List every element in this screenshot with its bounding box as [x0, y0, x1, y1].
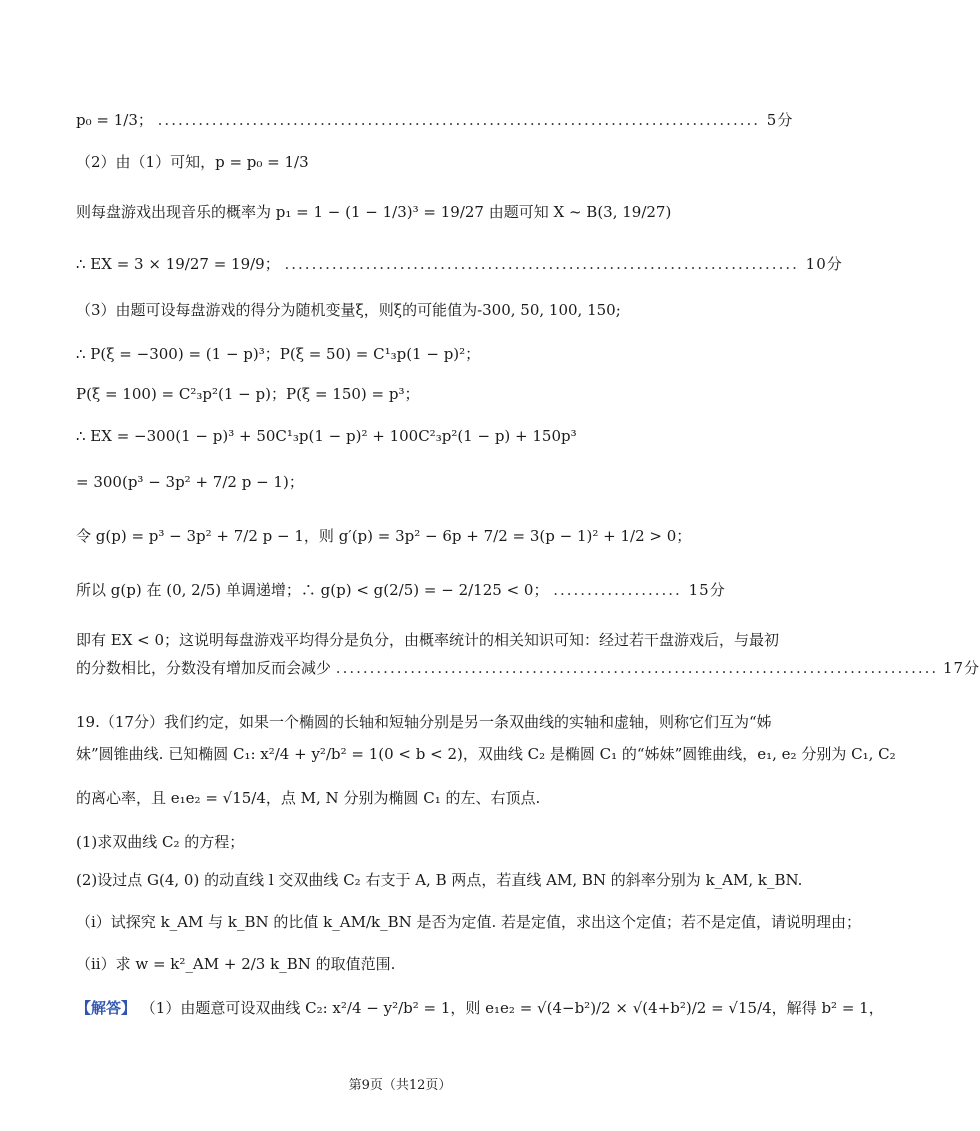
leader-dots: ......................................................................................... — [157, 111, 767, 129]
line-prob-dist-2: P(ξ = 100) = C²₃p²(1 − p)；P(ξ = 150) = p³； — [76, 385, 420, 403]
line-monotonic — [76, 578, 740, 602]
score-label: 17分 — [942, 659, 980, 677]
line-part3: （3）由题可设每盘游戏的得分为随机变量ξ，则ξ的可能值为-300, 50, 100, 150; — [76, 301, 621, 319]
question-19-part-i: （i）试探究 k_AM 与 k_BN 的比值 k_AM/k_BN 是否为定值. 若是定值，求出这个定值；若不是定值，请说明理由； — [76, 913, 862, 931]
answer-tag: 【解答】 — [76, 999, 137, 1017]
page-footer: 第9页（共12页） — [348, 1078, 452, 1093]
leader-dots: ......................................................................................... — [335, 659, 939, 677]
question-19-part-ii: （ii）求 w = k²_AM + 2/3 k_BN 的取值范围. — [76, 955, 396, 973]
question-19-line-3: 的离心率，且 e₁e₂ = √15/4，点 M, N 分别为椭圆 C₁ 的左、右顶点. — [76, 789, 541, 807]
formula-p0: p₀ = 1/3； — [76, 111, 153, 129]
answer-line — [76, 996, 884, 1020]
question-19-line-2: 妹”圆锥曲线. 已知椭圆 C₁: x²/4 + y²/b² = 1(0 < b < 2)，双曲线 C₂ 是椭圆 C₁ 的“姊妹”圆锥曲线，e₁, e₂ 分别为 C₁, C₂ — [76, 745, 896, 763]
line-g-derivative: 令 g(p) = p³ − 3p² + 7/2 p − 1，则 g′(p) = 3p² − 6p + 7/2 = 3(p − 1)² + 1/2 > 0； — [76, 527, 692, 545]
score-label: 10分 — [805, 255, 843, 273]
leader-dots: ................... — [553, 581, 689, 599]
line-p0 — [76, 108, 794, 132]
leader-dots: ............................................................................ — [284, 255, 806, 273]
question-19-line-1: 19.（17分）我们约定，如果一个椭圆的长轴和短轴分别是另一条双曲线的实轴和虚轴，则称它们互为“姊 — [76, 713, 772, 731]
question-19-part-2: (2)设过点 G(4, 0) 的动直线 l 交双曲线 C₂ 右支于 A, B 两点，若直线 AM, BN 的斜率分别为 k_AM, k_BN. — [76, 871, 803, 889]
line-part2: （2）由（1）可知，p = p₀ = 1/3 — [76, 153, 309, 171]
formula-g: 所以 g(p) 在 (0, 2/5) 单调递增；∴ g(p) < g(2/5) = − 2/125 < 0； — [76, 581, 549, 599]
line-prob-dist-1: ∴ P(ξ = −300) = (1 − p)³；P(ξ = 50) = C¹₃p(1 − p)²； — [76, 345, 481, 363]
conclusion-text: 的分数相比，分数没有增加反而会减少 — [76, 659, 332, 677]
score-label: 5分 — [766, 111, 794, 129]
score-label: 15分 — [688, 581, 726, 599]
question-19-part-1: (1)求双曲线 C₂ 的方程； — [76, 833, 245, 851]
line-conclusion-1: 即有 EX < 0；这说明每盘游戏平均得分是负分，由概率统计的相关知识可知：经过若干盘游戏后，与最初 — [76, 631, 780, 649]
line-conclusion-2 — [76, 656, 980, 680]
line-probability: 则每盘游戏出现音乐的概率为 p₁ = 1 − (1 − 1/3)³ = 19/27 由题可知 X ~ B(3, 19/27) — [76, 203, 672, 221]
formula-ex: ∴ EX = 3 × 19/27 = 19/9； — [76, 255, 280, 273]
answer-text: （1）由题意可设双曲线 C₂: x²/4 − y²/b² = 1，则 e₁e₂ = √(4−b²)/2 × √(4+b²)/2 = √15/4，解得 b² = 1， — [140, 999, 884, 1017]
line-expectation — [76, 252, 843, 276]
line-ex-sum: ∴ EX = −300(1 − p)³ + 50C¹₃p(1 − p)² + 100C²₃p²(1 − p) + 150p³ — [76, 427, 577, 445]
line-ex-simplified: = 300(p³ − 3p² + 7/2 p − 1)； — [76, 473, 304, 491]
